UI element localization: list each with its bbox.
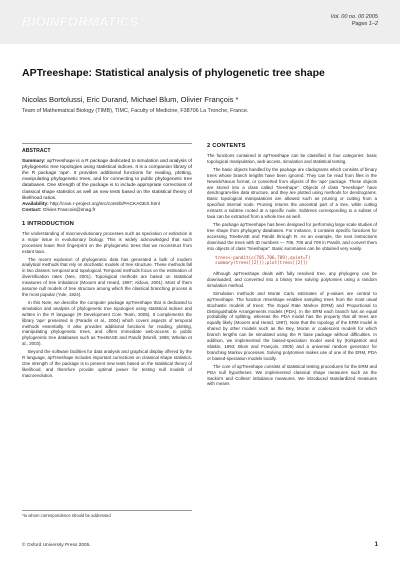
contact-label: Contact: — [22, 207, 42, 213]
copyright-notice: © Oxford University Press 2005. — [22, 543, 91, 548]
corresponding-author-footnote: *to whom correspondence should be addressed — [22, 510, 192, 518]
abstract-block — [22, 143, 192, 214]
summary-label: Summary: — [22, 159, 46, 165]
section-heading-contents: 2 CONTENTS — [207, 143, 246, 149]
code-line: trees<-pandit(c(705,706,709),quiet=T) — [215, 255, 311, 261]
availability-label: Availability: — [22, 201, 49, 207]
volume-line: Vol. 00 no. 00 2005 — [330, 14, 378, 20]
paragraph: In this Note, we describe the computer package apTreeshape that is dedicated to simulation and analysis of phylogenetic tree topologies using statistical indices and written in the R language (R Development Core Team, 2005). It complements the library 'ape' presented in (Paradis et al., 2004) which covers aspects of temporal methods essentially. It also provides additional functions for reading, plotting, manipulating phylogenetic trees, and offers immediate web-access to public phylogenetic tree databases such as TreeBASE and Pandit (Morell, 1996; Whelan et al., 2003). — [22, 299, 192, 347]
code-listing — [215, 256, 377, 268]
paper-title: APTreeshape: Statistical analysis of phylogenetic tree shape — [22, 67, 325, 79]
paragraph: The functions contained in apTreeshape can be classified in four categories: basic topological manipulation, web-access, simulation and statistical testing. — [207, 153, 377, 164]
paragraph: The core of apTreeshape consists of statistical testing procedures for the ERM and PDA null hypotheses. We implemented classical shape measures such as the Sackin's and Colless' imbalance measures. We introduced standardized measures with means — [207, 363, 377, 387]
abstract-heading: ABSTRACT — [22, 148, 51, 154]
paragraph: The understanding of macroevolutionary processes such as speciation or extinction is a major issue in evolutionary biology. This is widely acknowledged that such processes leave their fingerprint on the phylogenetic trees that we reconstruct from extant taxa. — [22, 230, 192, 254]
left-column — [22, 143, 192, 381]
paragraph: Beyond the software facilities for data analysis and graphical display offered by the R language, apTreeshape includes important corrections on classical shape statistics. One strength of the package is to present new tests based on the statistical theory of likelihood, and therefore provide optimal power for testing null models of macroevolution. — [22, 349, 192, 378]
paragraph: The recent explosion of phylogenetic data has generated a bulk of modern analytical methods that rely on stochastic models of tree structure. These methods fall in two classes: temporal and topological. Temporal methods focus on the estimation of diversification rates (Nee, 2001). Topological methods are based on statistical measures of tree imbalance (Mooers and Heard, 1997; Aldous, 2001). Most of them assume null models of tree structure among which the classical branching process is the most popular (Yule, 1924). — [22, 256, 192, 297]
availability-url[interactable]: http://cran.r-project.org/src/contrib/PACKAGES.html — [50, 201, 160, 207]
contact-email[interactable]: Olivier.Francois@imag.fr — [42, 207, 96, 213]
paragraph: The package apTreeshape has been designed for performing large scale studies of tree shape from phylogeny databases. For instance, it contains specific functions for accessing TreeBASE and Pandit through R. As an example, the next instructions download the trees with ID numbers — 705, 706 and 709 in Pandit, and convert them into objects of class "treeshape". Basic summaries can be obtained very easily. — [207, 221, 377, 251]
affiliation: Team of Mathematical Biology (TIMB), TIMC, Faculty of Medicine, F38706 La Tronche, France. — [22, 108, 249, 114]
code-line: summary(trees[[2]]);plot(trees[[2]]) — [215, 261, 309, 267]
author-list: Nicolas Bortolussi, Eric Durand, Michael Blum, Olivier François * — [22, 95, 239, 104]
paragraph: Simulation methods and Monte Carlo estimates of p-values are central to apTreeshape. The function rtreeshape enables sampling trees from the most usual stochastic models of trees: The Equal Rate Markov (ERM) and Proportional to Distinguishable Arrangements models (PDA). In the ERM each branch has an equal probability of splitting, whereas the PDA model has the property that all trees are equally likely (Mooers and Heard, 1997). Note that the topology of the ERM model is shared by other models such as the Bey, Moran or coalescent models for which branch lengths can be simulated using the R base package without difficulties. In addition, we implemented the biased-speciation model used by (Kirkpatrick and Slatkin, 1993; Blum and François, 2005) and a universal random generator for branching Markov processes. Solving polytomies makes use of one of the ERM, PDA or biased-speciation models locally. — [207, 290, 377, 361]
journal-header-band — [0, 0, 400, 44]
abstract-summary — [22, 159, 192, 202]
right-column — [207, 143, 377, 389]
paragraph: Although apTreeshape deals with fully resolved tree, any phylogeny can be downloaded, and converted into a binary tree solving polytomies using a random simulation method. — [207, 271, 377, 288]
page-number: 1 — [374, 542, 378, 548]
section-heading-introduction: 1 INTRODUCTION — [22, 220, 75, 227]
journal-name: BIOINFORMATICS — [22, 14, 139, 29]
contents-text — [207, 153, 377, 387]
volume-info — [330, 14, 378, 28]
pages-line: Pages 1–2 — [351, 21, 378, 27]
abstract-contact — [22, 208, 192, 214]
introduction-text — [22, 231, 192, 379]
paragraph: The basic objects handled by the package are cladograms which consists of binary trees whose branch lengths have been ignored. They can be read from files in the Newick/Nexus format, or converted from objects of the 'ape' package. These objects are stored into a class called "treeshape". Objects of class "treeshape" have dendrogram-like data structure, and they are plotted using methods for dendrograms. Basic topological manipulations are allowed such as pruning or cutting from a specified internal node. Pruning returns the ancestral part of a tree, while cutting extracts a subtree rooted at a specific node. Subtrees corresponding to a subset of taxa can be extracted from a whole tree as well. — [207, 166, 377, 220]
summary-text: apTreeshape is a R package dedicated to simulation and analysis of phylogenetic tree topologies using statistical indices. It is a companion library of the R package 'ape'. It provides additional functions for reading, plotting, manipulating phylogenetic trees, and for connecting to public phylogenetic tree databases. One strength of the package is to include appropriate corrections of classical shape statistics as well as new tests based on the statistical theory of likelihood ratios. — [22, 159, 192, 201]
